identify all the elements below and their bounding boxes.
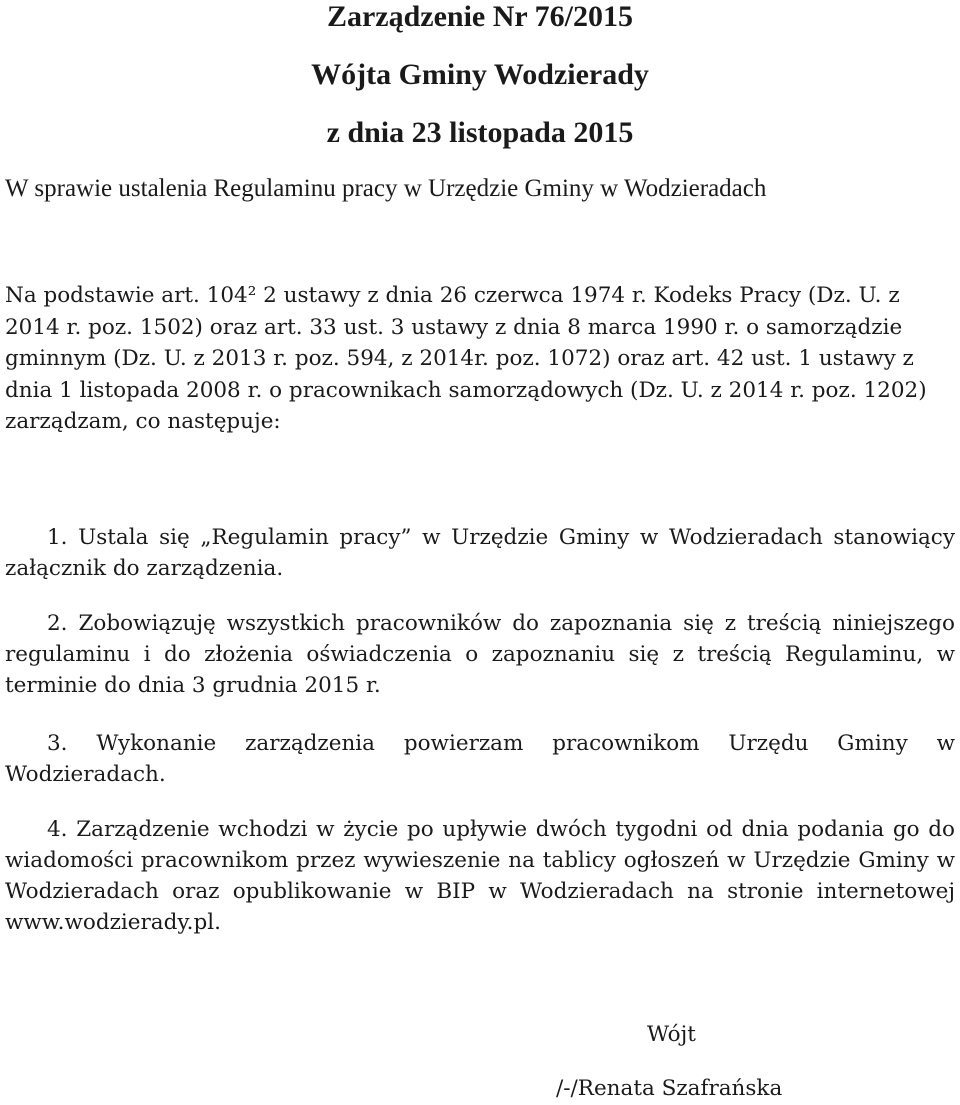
legal-basis: Na podstawie art. 104² 2 ustawy z dnia 26 czerwca 1974 r. Kodeks Pracy (Dz. U. z 2014 r. poz. 1502) oraz art. 33 ust. 3 ustawy z dnia 8 marca 1990 r. o samorządzie gminnym (Dz. U. z 2013 r. poz. 594, z 2014r. poz. 1072) oraz art. 42 ust. 1 ustawy z dnia 1 listopada 2008 r. o pracownikach samorządowych (Dz. U. z 2014 r. poz. 1202) zarządzam, co następuje: xyxy=(5,283,927,435)
document-title: Zarządzenie Nr 76/2015 xyxy=(326,0,634,33)
date-title: z dnia 23 listopada 2015 xyxy=(326,116,634,149)
issuer-title: Wójta Gminy Wodzierady xyxy=(311,58,649,91)
paragraph-text: Ustala się „Regulamin pracy” w Urzędzie Gminy w Wodzieradach stanowiący załącznik do zarządzenia. xyxy=(5,525,955,581)
paragraph-1 xyxy=(5,522,955,584)
paragraph-number: 1. xyxy=(47,525,68,550)
paragraph-2 xyxy=(5,608,955,701)
signature-title: Wójt xyxy=(647,1022,696,1047)
paragraph-4 xyxy=(5,814,955,938)
paragraph-text: Wykonanie zarządzenia powierzam pracownikom Urzędu Gminy w Wodzieradach. xyxy=(5,731,955,787)
paragraph-number: 3. xyxy=(47,731,68,756)
subject-line: W sprawie ustalenia Regulaminu pracy w Urzędzie Gminy w Wodzieradach xyxy=(5,175,767,202)
paragraph-number: 2. xyxy=(47,611,68,636)
paragraph-number: 4. xyxy=(47,817,68,842)
paragraph-text: Zobowiązuję wszystkich pracowników do zapoznania się z treścią niniejszego regulaminu i do złożenia oświadczenia o zapoznaniu się z treścią Regulaminu, w terminie do dnia 3 grudnia 2015 r. xyxy=(5,611,955,698)
signature-name: /-/Renata Szafrańska xyxy=(556,1076,783,1101)
paragraph-text: Zarządzenie wchodzi w życie po upływie dwóch tygodni od dnia podania go do wiadomości pracownikom przez wywieszenie na tablicy ogłoszeń w Urzędzie Gminy w Wodzieradach oraz opublikowanie w BIP w Wodzieradach na stronie internetowej www.wodzierady.pl. xyxy=(5,817,955,935)
paragraph-3 xyxy=(5,728,955,790)
